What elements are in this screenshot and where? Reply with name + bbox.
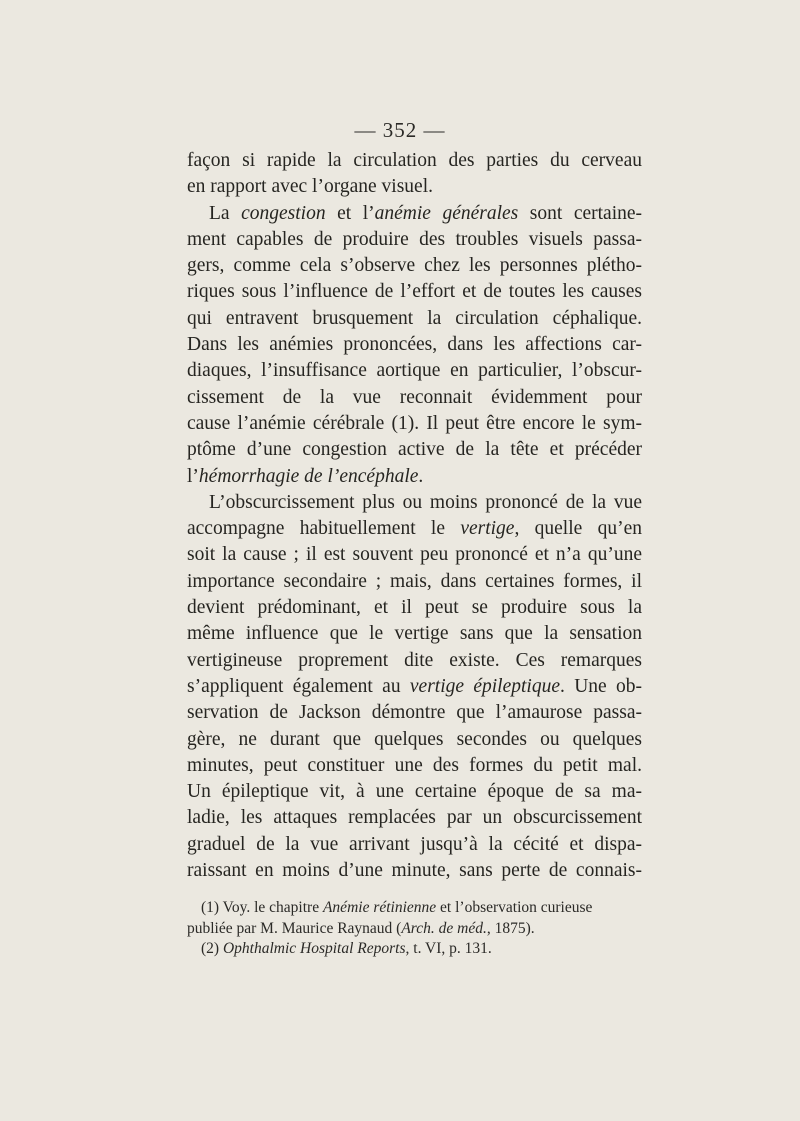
text-line: ladie, les attaques remplacées par un obscurcissement bbox=[187, 807, 642, 829]
italic-term: vertige bbox=[460, 518, 515, 540]
text-line: qui entravent brusquement la circulation céphalique. bbox=[187, 307, 642, 329]
text-line: Dans les anémies prononcées, dans les affections car- bbox=[187, 334, 642, 356]
footnote-2: (2) Ophthalmic Hospital Reports, t. VI, p. 131. bbox=[201, 940, 492, 957]
text-line: gère, ne durant que quelques secondes ou quelques bbox=[187, 728, 642, 750]
italic-term: hémorrhagie de l’encéphale bbox=[198, 465, 419, 487]
text-line: vertigineuse proprement dite existe. Ces remarques bbox=[187, 649, 642, 671]
italic-term: vertige épileptique bbox=[409, 675, 560, 697]
text-line: importance secondaire ; mais, dans certaines formes, il bbox=[187, 570, 642, 592]
text-line: accompagne habituellement le vertige, quelle qu’en bbox=[187, 518, 642, 540]
italic-term: Arch. de méd. bbox=[401, 919, 487, 937]
text-line: servation de Jackson démontre que l’amaurose passa- bbox=[187, 702, 642, 724]
text-line: même influence que le vertige sans que la sensation bbox=[187, 623, 642, 645]
footnote-1: (1) Voy. le chapitre Anémie rétinienne et l’observation curieuse bbox=[201, 899, 593, 916]
text-line: La congestion et l’anémie générales sont certaine- bbox=[209, 202, 643, 224]
text-line: soit la cause ; il est souvent peu prononcé et n’a qu’une bbox=[187, 544, 642, 566]
italic-term: Anémie rétinienne bbox=[322, 899, 437, 916]
text-line: façon si rapide la circulation des parties du cerveau bbox=[187, 150, 642, 171]
italic-term: congestion bbox=[241, 202, 326, 224]
text-line: riques sous l’influence de l’effort et de toutes les causes bbox=[187, 281, 642, 303]
text-line: Un épileptique vit, à une certaine époque de sa ma- bbox=[187, 781, 642, 803]
text-line: cissement de la vue reconnait évidemment pour bbox=[187, 386, 642, 408]
text-line: minutes, peut constituer une des formes du petit mal. bbox=[187, 754, 642, 776]
page-number: — 352 — bbox=[354, 118, 446, 142]
text-line: L’obscurcissement plus ou moins prononcé de la vue bbox=[209, 491, 642, 513]
text-line: diaques, l’insuffisance aortique en particulier, l’obscur- bbox=[187, 360, 642, 382]
text-line: devient prédominant, et il peut se produire sous la bbox=[187, 597, 642, 619]
italic-term: Ophthalmic Hospital Reports bbox=[222, 940, 406, 957]
footnote-1-continued: publiée par M. Maurice Raynaud (Arch. de méd., 1875). bbox=[187, 919, 535, 937]
main-text bbox=[187, 148, 642, 884]
text-line: s’appliquent également au vertige épileptique. Une ob- bbox=[187, 675, 642, 697]
text-line: ment capables de produire des troubles visuels passa- bbox=[187, 228, 642, 250]
footnotes bbox=[187, 898, 642, 960]
text-line: raissant en moins d’une minute, sans perte de connais- bbox=[187, 860, 642, 882]
text-line: gers, comme cela s’observe chez les personnes plétho- bbox=[187, 255, 642, 277]
text-line: ptôme d’une congestion active de la tête et précéder bbox=[187, 439, 642, 461]
text-line: cause l’anémie cérébrale (1). Il peut être encore le sym- bbox=[187, 412, 642, 434]
text-line: en rapport avec l’organe visuel. bbox=[187, 176, 433, 198]
text-line: graduel de la vue arrivant jusqu’à la cécité et dispa- bbox=[187, 833, 642, 855]
text-line: l’hémorrhagie de l’encéphale. bbox=[187, 465, 424, 487]
italic-term: anémie générales bbox=[374, 202, 519, 224]
